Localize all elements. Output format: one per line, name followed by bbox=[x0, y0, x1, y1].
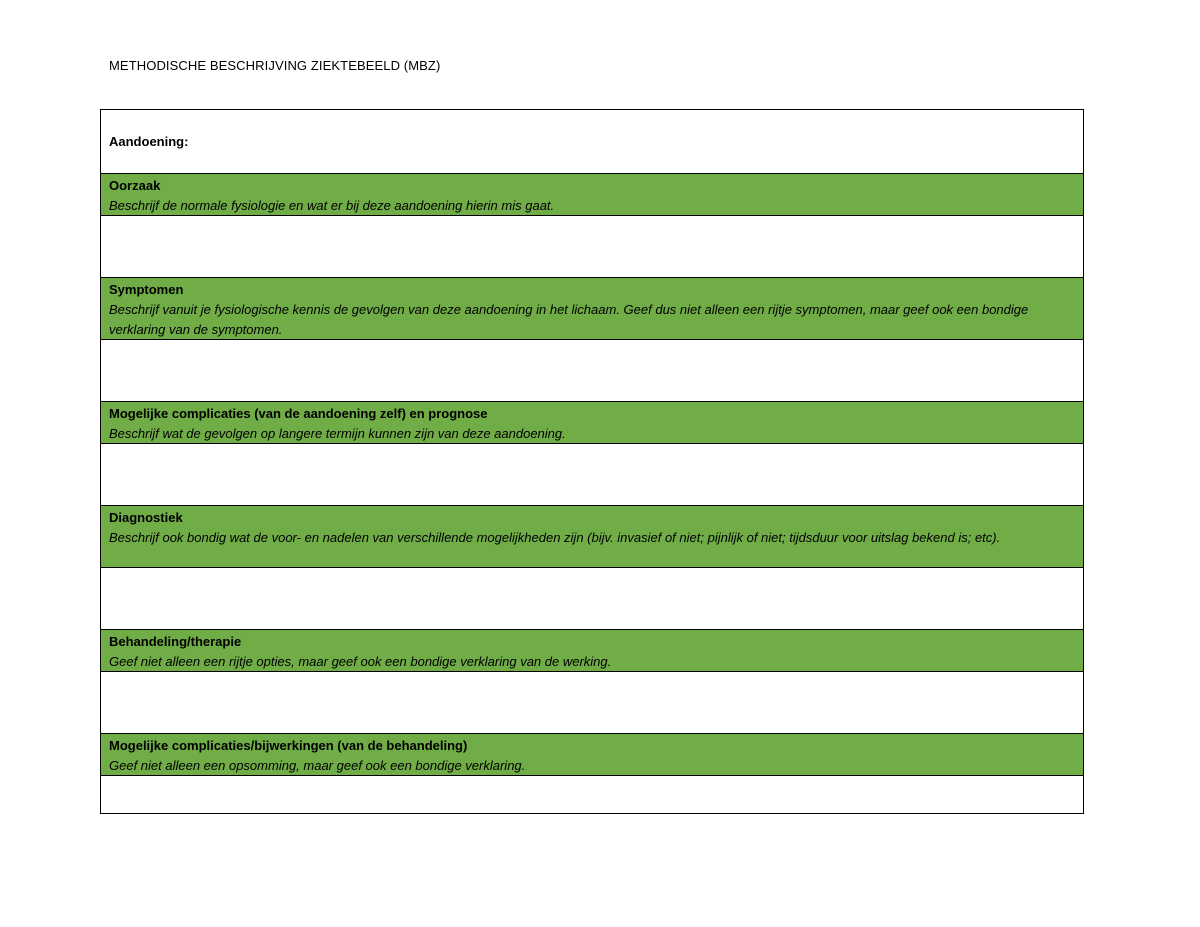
answer-cell-complicaties-prognose[interactable] bbox=[101, 444, 1083, 505]
section-description-oorzaak: Beschrijf de normale fysiologie en wat er bij deze aandoening hierin mis gaat. bbox=[109, 198, 555, 213]
section-description-complicaties-prognose: Beschrijf wat de gevolgen op langere termijn kunnen zijn van deze aandoening. bbox=[109, 426, 566, 441]
section-title-oorzaak: Oorzaak bbox=[109, 178, 161, 193]
section-header-behandeling bbox=[101, 629, 1083, 672]
section-header-bijwerkingen bbox=[101, 733, 1083, 776]
section-description-symptomen: Beschrijf vanuit je fysiologische kennis de gevolgen van deze aandoening in het lichaam. Geef dus niet alleen een rijtje symptomen, maar geef ook een bondige verklaring van de symptomen. bbox=[109, 302, 1029, 337]
section-description-behandeling: Geef niet alleen een rijtje opties, maar geef ook een bondige verklaring van de werking. bbox=[109, 654, 612, 669]
answer-cell-oorzaak[interactable] bbox=[101, 216, 1083, 277]
section-description-diagnostiek: Beschrijf ook bondig wat de voor- en nadelen van verschillende mogelijkheden zijn (bijv. invasief of niet; pijnlijk of niet; tijdsduur voor uitslag bekend is; etc). bbox=[109, 530, 1001, 545]
answer-cell-symptomen[interactable] bbox=[101, 340, 1083, 401]
section-description-bijwerkingen: Geef niet alleen een opsomming, maar geef ook een bondige verklaring. bbox=[109, 758, 526, 773]
document-title: METHODISCHE BESCHRIJVING ZIEKTEBEELD (MBZ) bbox=[109, 58, 441, 73]
answer-cell-behandeling[interactable] bbox=[101, 672, 1083, 733]
section-title-bijwerkingen: Mogelijke complicaties/bijwerkingen (van de behandeling) bbox=[109, 738, 468, 753]
section-title-diagnostiek: Diagnostiek bbox=[109, 510, 183, 525]
section-header-oorzaak bbox=[101, 173, 1083, 216]
section-title-complicaties-prognose: Mogelijke complicaties (van de aandoening zelf) en prognose bbox=[109, 406, 488, 421]
answer-cell-diagnostiek[interactable] bbox=[101, 568, 1083, 629]
section-header-symptomen bbox=[101, 277, 1083, 340]
section-header-complicaties-prognose bbox=[101, 401, 1083, 444]
mbz-form-table bbox=[100, 109, 1084, 814]
section-header-diagnostiek bbox=[101, 505, 1083, 568]
answer-cell-bijwerkingen[interactable] bbox=[101, 776, 1083, 812]
aandoening-label: Aandoening: bbox=[109, 134, 189, 149]
aandoening-row[interactable] bbox=[101, 110, 1083, 173]
section-title-behandeling: Behandeling/therapie bbox=[109, 634, 242, 649]
section-title-symptomen: Symptomen bbox=[109, 282, 184, 297]
